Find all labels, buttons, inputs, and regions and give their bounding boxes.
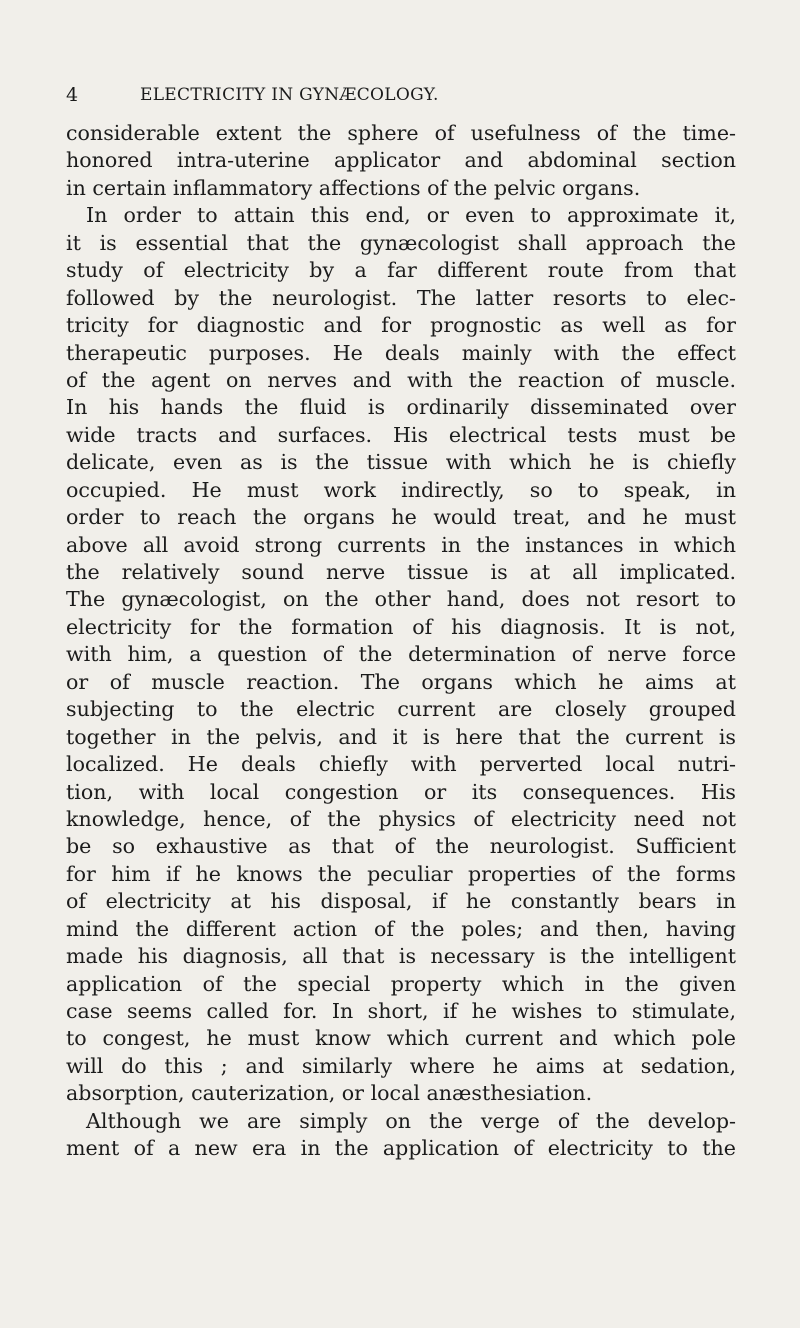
page-number: 4 bbox=[66, 84, 79, 106]
text-line: case seems called for. In short, if he wishes to stimulate, bbox=[66, 999, 736, 1023]
running-title: ELECTRICITY IN GYNÆCOLOGY. bbox=[140, 85, 439, 105]
text-line: therapeutic purposes. He deals mainly with the effect bbox=[66, 340, 736, 365]
text-line: study of electricity by a far different route from that bbox=[66, 258, 736, 283]
text-line: tion, with local congestion or its consequences. His bbox=[66, 779, 736, 804]
text-line: absorption, cauterization, or local anæsthesiation. bbox=[66, 1081, 593, 1106]
text-line: wide tracts and surfaces. His electrical tests must be bbox=[66, 422, 736, 447]
text-line: honored intra-uterine applicator and abdominal section bbox=[66, 148, 736, 173]
text-line: ment of a new era in the application of electricity to the bbox=[66, 1136, 736, 1161]
text-line: subjecting to the electric current are closely grouped bbox=[66, 697, 736, 722]
text-line: considerable extent the sphere of usefulness of the time- bbox=[66, 121, 736, 145]
text-line: order to reach the organs he would treat, and he must bbox=[66, 505, 736, 530]
text-line: be so exhaustive as that of the neurologist. Sufficient bbox=[66, 834, 736, 859]
text-line: In order to attain this end, or even to approximate it, bbox=[86, 203, 736, 228]
text-line: localized. He deals chiefly with perverted local nutri- bbox=[66, 752, 736, 777]
text-line: together in the pelvis, and it is here that the current is bbox=[66, 724, 736, 749]
text-line: mind the different action of the poles; and then, having bbox=[66, 916, 736, 941]
text-line: delicate, even as is the tissue with which he is chiefly bbox=[66, 450, 736, 475]
text-line: of electricity at his disposal, if he constantly bears in bbox=[66, 889, 736, 914]
text-line: In his hands the fluid is ordinarily disseminated over bbox=[66, 395, 736, 420]
text-line: of the agent on nerves and with the reaction of muscle. bbox=[66, 367, 736, 392]
running-head bbox=[0, 84, 800, 110]
text-line: tricity for diagnostic and for prognostic as well as for bbox=[66, 313, 736, 338]
text-line: made his diagnosis, all that is necessary is the intelligent bbox=[66, 944, 736, 969]
text-line: or of muscle reaction. The organs which he aims at bbox=[66, 669, 736, 694]
text-line: for him if he knows the peculiar properties of the forms bbox=[66, 861, 736, 886]
text-line: knowledge, hence, of the physics of electricity need not bbox=[66, 806, 736, 831]
text-line: electricity for the formation of his diagnosis. It is not, bbox=[66, 614, 736, 639]
text-line: application of the special property which in the given bbox=[66, 971, 736, 996]
body-text bbox=[66, 120, 736, 1163]
text-line: to congest, he must know which current and which pole bbox=[66, 1026, 736, 1051]
text-line: above all avoid strong currents in the instances in which bbox=[66, 532, 736, 557]
text-line: occupied. He must work indirectly, so to speak, in bbox=[66, 477, 736, 502]
text-line: Although we are simply on the verge of the develop- bbox=[86, 1108, 736, 1133]
text-line: the relatively sound nerve tissue is at all implicated. bbox=[66, 560, 736, 584]
text-line: in certain inflammatory affections of the pelvic organs. bbox=[66, 175, 641, 200]
text-line: with him, a question of the determination of nerve force bbox=[66, 642, 736, 667]
text-line: The gynæcologist, on the other hand, does not resort to bbox=[66, 587, 736, 612]
text-line: followed by the neurologist. The latter resorts to elec- bbox=[66, 285, 736, 310]
text-line: it is essential that the gynæcologist shall approach the bbox=[66, 230, 736, 255]
text-line: will do this ; and similarly where he aims at sedation, bbox=[66, 1053, 736, 1078]
